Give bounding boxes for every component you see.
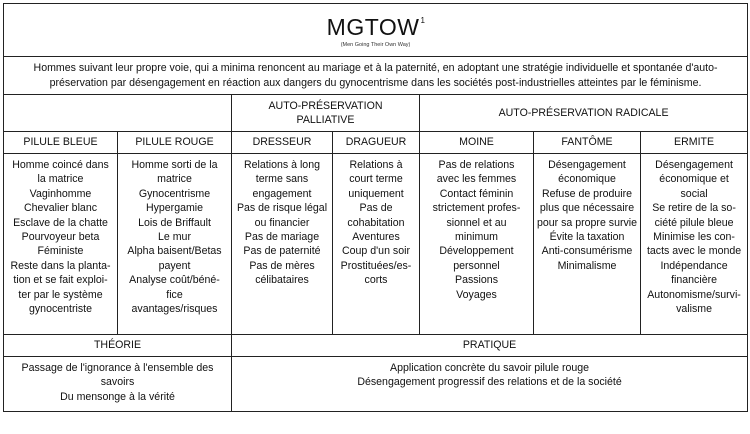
list-item: Pas de mariage — [244, 231, 320, 244]
list-item: corts — [364, 274, 388, 287]
column-header-pilule-rouge: PILULE ROUGE — [118, 132, 232, 154]
pratique-content — [232, 357, 748, 412]
list-item: Prostituées/es- — [340, 259, 412, 272]
column-header-dragueur: DRAGUEUR — [333, 132, 420, 154]
list-item: uniquement — [348, 187, 404, 200]
list-item: ciété pilule bleue — [654, 216, 734, 229]
list-item: Pas de — [359, 202, 393, 215]
list-item: matrice — [157, 173, 192, 186]
list-item: Désengagement — [655, 159, 733, 171]
list-item: Reste dans la planta- — [10, 259, 111, 272]
group-palliative-line: AUTO-PRÉSERVATION — [268, 99, 383, 112]
list-item: ter par le système — [18, 288, 103, 301]
list-item: célibataires — [255, 274, 309, 287]
section-label-theorie: THÉORIE — [4, 335, 232, 357]
column-list-pilule-bleue — [4, 154, 118, 335]
list-item: avantages/risques — [131, 303, 218, 316]
column-header-ermite: ERMITE — [641, 132, 748, 154]
list-item: minimum — [455, 231, 498, 244]
list-item: Coup d'un soir — [342, 245, 410, 258]
list-item: Esclave de la chatte — [13, 216, 108, 229]
list-item: Pas de risque légal — [236, 202, 328, 215]
column-list-fantome — [534, 154, 641, 335]
list-item: Se retire de la so- — [652, 202, 736, 215]
theorie-line: savoirs — [100, 376, 135, 389]
list-item: Pas de relations — [438, 159, 515, 171]
column-list-moine — [420, 154, 534, 335]
page-subtitle: (Men Going Their Own Way) — [340, 41, 411, 48]
list-item: terme sans — [255, 173, 309, 186]
list-item: Pas de paternité — [243, 245, 321, 258]
list-item: Féministe — [37, 245, 84, 258]
list-item: Chevalier blanc — [23, 202, 98, 215]
pratique-line: Désengagement progressif des relations et de la société — [357, 376, 622, 389]
list-item: pour sa propre survie — [536, 216, 638, 229]
list-item: Gynocentrisme — [138, 187, 211, 200]
mgtow-table — [3, 3, 748, 412]
list-item: Contact féminin — [439, 187, 514, 200]
list-item: Vaginhomme — [29, 187, 92, 200]
list-item: Autonomisme/survi- — [647, 288, 741, 301]
list-item: Homme coincé dans — [12, 159, 109, 171]
list-item: court terme — [349, 173, 403, 186]
list-item: engagement — [252, 187, 312, 200]
column-header-pilule-bleue: PILULE BLEUE — [4, 132, 118, 154]
column-list-ermite — [641, 154, 748, 335]
section-label-pratique: PRATIQUE — [232, 335, 748, 357]
list-item: Développement — [439, 245, 514, 258]
column-header-dresseur: DRESSEUR — [232, 132, 333, 154]
page-title: MGTOW$^1$ — [326, 13, 426, 40]
list-item: Évite la taxation — [549, 231, 625, 244]
list-item: Refuse de produire — [541, 187, 633, 200]
list-item: économique et — [659, 173, 729, 186]
column-header-moine: MOINE — [420, 132, 534, 154]
description-line: Hommes suivant leur propre voie, qui a minima renoncent au mariage et à la paternité, en adoptant une stratégie individuelle et spontanée d'auto- — [33, 62, 718, 75]
list-item: Homme sorti de la — [131, 159, 218, 171]
list-item: Voyages — [456, 288, 497, 301]
list-item: Le mur — [158, 231, 191, 244]
list-item: tacts avec le monde — [646, 245, 742, 258]
list-item: Relations à — [349, 159, 403, 171]
description-cell — [4, 57, 748, 95]
footnote-mark: 1 — [420, 15, 426, 25]
theorie-line: Du mensonge à la vérité — [60, 390, 175, 403]
list-item: Analyse coût/béné- — [129, 274, 220, 287]
group-palliative-line: PALLIATIVE — [296, 114, 355, 126]
list-item: sionnel et au — [446, 216, 507, 229]
list-item: Minimise les con- — [653, 231, 735, 244]
theorie-line: Passage de l'ignorance à l'ensemble des — [21, 362, 214, 374]
list-item: Pas de mères — [249, 259, 315, 272]
list-item: cohabitation — [347, 216, 405, 229]
list-item: avec les femmes — [436, 173, 517, 186]
list-item: Passions — [455, 274, 498, 287]
list-item: tion et se fait exploi- — [13, 274, 108, 287]
list-item: social — [680, 187, 708, 200]
list-item: fice — [166, 288, 183, 301]
column-list-pilule-rouge — [118, 154, 232, 335]
pratique-line: Application concrète du savoir pilule rouge — [390, 362, 590, 374]
group-radicale: AUTO-PRÉSERVATION RADICALE — [420, 95, 748, 132]
list-item: Anti-consumérisme — [541, 245, 633, 258]
list-item: Relations à long — [244, 159, 320, 171]
group-empty-cell — [4, 95, 232, 132]
theorie-content — [4, 357, 232, 412]
column-list-dragueur — [333, 154, 420, 335]
group-palliative — [232, 95, 420, 132]
list-item: économique — [558, 173, 616, 186]
list-item: Pourvoyeur beta — [21, 231, 100, 244]
list-item: Minimalisme — [557, 259, 617, 272]
description-line: préservation par désengagement en réaction aux dangers du gynocentrisme dans les sociétés post-industrielles atteintes par le féminisme. — [49, 76, 702, 89]
list-item: la matrice — [37, 173, 84, 186]
list-item: Indépendance — [660, 259, 728, 272]
list-item: strictement profes- — [432, 202, 521, 215]
column-header-fantome: FANTÔME — [534, 132, 641, 154]
list-item: Aventures — [352, 231, 400, 244]
column-list-dresseur — [232, 154, 333, 335]
list-item: financière — [671, 274, 718, 287]
list-item: plus que nécessaire — [539, 202, 635, 215]
title-cell — [4, 4, 748, 57]
list-item: payent — [158, 259, 191, 272]
list-item: personnel — [453, 259, 500, 272]
list-item: valisme — [676, 303, 712, 316]
list-item: Lois de Briffault — [138, 216, 211, 229]
list-item: Hypergamie — [145, 202, 204, 215]
list-item: ou financier — [254, 216, 310, 229]
list-item: Alpha baisent/Betas — [127, 245, 222, 258]
list-item: gynocentriste — [28, 303, 92, 316]
list-item: Désengagement — [548, 159, 626, 171]
